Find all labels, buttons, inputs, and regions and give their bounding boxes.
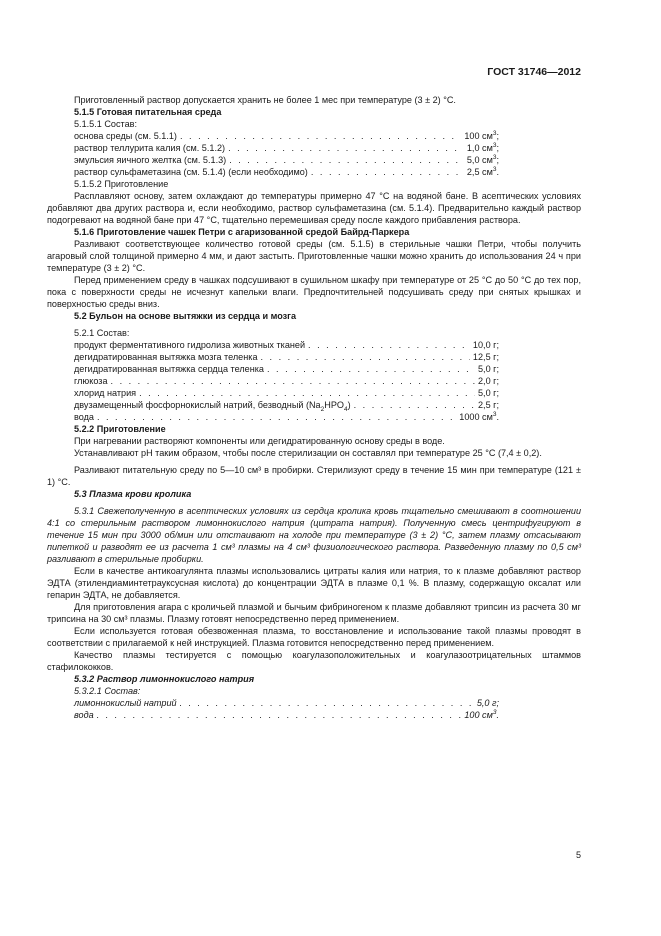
section-5-1-5-2-label: 5.1.5.2 Приготовление [74, 179, 169, 189]
composition-row [74, 142, 499, 154]
plasma-paragraph-1: Если в качестве антикоагулянта плазмы использовались цитраты калия или натрия, то к плазме добавляют раствор ЭДТА (этилендиаминтетрауксусная кислота) до концентрации ЭДТА в плазме 0,1 %. В плазму, содержащую оксалат или гепарин ЭДТА, не добавляется. [47, 566, 581, 600]
ingredient-name: хлорид натрия [74, 388, 137, 398]
ingredient-value: 5,0 г; [477, 364, 499, 374]
section-5-1-6-heading: 5.1.6 Приготовление чашек Петри с агаризованной средой Байрд-Паркера [74, 227, 410, 237]
plasma-paragraph-3: Если используется готовая обезвоженная плазма, то восстановление и использование такой плазмы проводят в соответствии с прилагаемой к ней инструкцией. Плазма готовится непосредственно перед применением. [47, 626, 581, 648]
composition-row [74, 697, 499, 709]
ingredient-value: 100 $см^3$. [464, 708, 499, 720]
composition-row [74, 339, 499, 351]
plasma-paragraph-italic: 5.3.1 Свежеполученную в асептических условиях из сердца кролика кровь тщательно смешивают в соотношении 4:1 со стерильным раствором лимоннокислого натрия (цитрата натрия). Полученную смесь центрифугируют в течение 15 мин при 3000 об/мин или отстаивают на холоде при температуре (3 ± 2) °С, затем плазму отсасывают пипеткой и разводят ее из расчета 1 см³ плазмы на 4 см³ физиологического раствора. Разведенную плазму по 0,5 см³ разливают в стерильные пробирки. [47, 506, 581, 564]
ingredient-name: раствор теллурита калия (см. 5.1.2) [74, 143, 226, 153]
plasma-paragraph-4: Качество плазмы тестируется с помощью коагулазоположительных и коагулазоотрицательных штаммов стафилококков. [47, 650, 581, 672]
section-5-2-heading: 5.2 Бульон на основе вытяжки из сердца и мозга [74, 311, 297, 321]
ingredient-value: 5,0 г; [476, 698, 499, 708]
section-5-1-5-1-label: 5.1.5.1 Состав: [74, 119, 137, 129]
ingredient-name: вода [74, 710, 94, 720]
ingredient-name: основа среды (см. 5.1.1) [74, 131, 177, 141]
ingredient-value: 1,0 $см^3$; [466, 141, 499, 153]
petri-paragraph-1: Разливают соответствующее количество готовой среды (см. 5.1.5) в стерильные чашки Петри, чтобы получить агаровый слой толщиной примерно 4 мм, и дают застыть. Приготовленные чашки можно хранить до использования 24 ч при температуре (3 ± 2) °С. [47, 239, 581, 273]
ingredient-value: 12,5 г; [472, 352, 499, 362]
ingredient-name: продукт ферментативного гидролиза животных тканей [74, 340, 306, 350]
composition-row [74, 399, 499, 411]
ingredient-value: 2,5 $см^3$. [466, 165, 499, 177]
section-5-2-1-label: 5.2.1 Состав: [74, 328, 130, 338]
composition-row [74, 387, 499, 399]
broth-paragraph-1: При нагревании растворяют компоненты или дегидратированную основу среды в воде. [74, 436, 445, 446]
ingredient-name: дегидратированная вытяжка сердца теленка [74, 364, 264, 374]
storage-paragraph: Приготовленный раствор допускается хранить не более 1 мес при температуре (3 ± 2) °С. [74, 95, 456, 105]
preparation-paragraph: Расплавляют основу, затем охлаждают до температуры примерно 47 °С на водяной бане. В асептических условиях добавляют два других раствора и, если необходимо, раствор сульфаметазина (см. 5.1.4). Предварительно каждый раствор подогревают на водяной бане при 47 °С, тщательно перемешивая среду после каждого прибавления раствора. [47, 191, 581, 225]
section-5-3-2-1-label: 5.3.2.1 Состав: [74, 686, 141, 696]
ingredient-name: эмульсия яичного желтка (см. 5.1.3) [74, 155, 227, 165]
section-5-3-2-heading: 5.3.2 Раствор лимоннокислого натрия [74, 674, 255, 684]
plasma-paragraph-2: Для приготовления агара с кроличьей плазмой и бычьим фибриногеном к плазме добавляют трипсин из расчета 30 мг трипсина на 30 см³ плазмы. Плазму готовят непосредственно перед применением. [47, 602, 581, 624]
ingredient-name: глюкоза [74, 376, 108, 386]
section-5-2-2-heading: 5.2.2 Приготовление [74, 424, 166, 434]
composition-row [74, 154, 499, 166]
broth-paragraph-3: Разливают питательную среду по 5—10 см³ в пробирки. Стерилизуют среду в течение 15 мин при температуре (121 ± 1) °С. [47, 465, 581, 487]
ingredient-name: двузамещенный фосфорнокислый натрий, безводный $(Na_2HPO_4)$ [74, 400, 351, 413]
ingredient-value: 1000 $см^3$. [459, 410, 499, 422]
document-body [47, 94, 581, 721]
composition-row [74, 363, 499, 375]
ingredient-name: вода [74, 412, 94, 422]
composition-row [74, 709, 499, 721]
broth-paragraph-2: Устанавливают pH таким образом, чтобы после стерилизации он составлял при температуре 25 °С (7,4 ± 0,2). [74, 448, 542, 458]
standard-header: ГОСТ 31746—2012 [487, 66, 581, 78]
ingredient-name: лимоннокислый натрий [74, 698, 177, 708]
ingredient-value: 100 $см^3$; [464, 129, 499, 141]
section-5-1-5-heading: 5.1.5 Готовая питательная среда [74, 107, 222, 117]
composition-row [74, 375, 499, 387]
ingredient-name: раствор сульфаметазина (см. 5.1.4) (если необходимо) [74, 167, 308, 177]
composition-row [74, 130, 499, 142]
composition-row [74, 351, 499, 363]
section-5-3-heading: 5.3 Плазма крови кролика [74, 489, 192, 499]
ingredient-value: 2,0 г; [477, 376, 499, 386]
ingredient-value: 10,0 г; [472, 340, 499, 350]
ingredient-value: 5,0 $см^3$; [466, 153, 499, 165]
ingredient-value: 2,5 г; [477, 400, 499, 410]
ingredient-name: дегидратированная вытяжка мозга теленка [74, 352, 258, 362]
petri-paragraph-2: Перед применением среду в чашках подсушивают в сушильном шкафу при температуре от 25 °С до 50 °С до тех пор, пока с поверхности среды не исчезнут капельки влаги. Предпочтительней подсушивать среду при снятых крышках и поверхностью среды вниз. [47, 275, 581, 309]
composition-row [74, 411, 499, 423]
ingredient-value: 5,0 г; [477, 388, 499, 398]
page-number: 5 [575, 850, 581, 860]
composition-row [74, 166, 499, 178]
